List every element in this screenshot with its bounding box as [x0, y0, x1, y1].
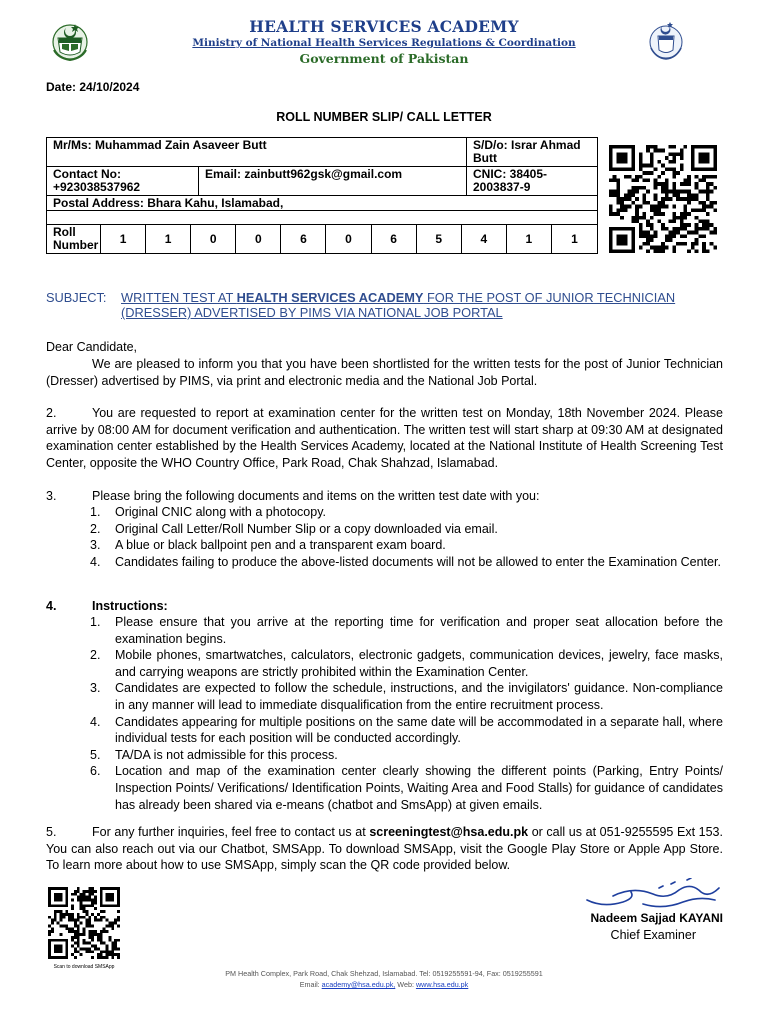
list-item: 4. Candidates failing to produce the above-listed documents will not be allowed to enter the Examination Center. [90, 554, 721, 569]
subject-label: SUBJECT: [46, 290, 107, 305]
list-item: 1. Original CNIC along with a photocopy. [90, 505, 326, 519]
roll-number-label: Roll Number [47, 225, 101, 253]
table-row [47, 138, 597, 167]
government-name: Government of Pakistan [299, 51, 469, 66]
paragraph-4: 4. Instructions: [46, 599, 168, 613]
roll-digit: 1 [146, 225, 191, 253]
qr-caption: Scan to download SMSApp [53, 964, 115, 970]
instructions-list [90, 614, 723, 813]
roll-digit: 0 [191, 225, 236, 253]
candidate-qr-code-icon [609, 145, 717, 253]
roll-digit: 4 [462, 225, 507, 253]
empty-row [47, 211, 597, 224]
footer-email-link[interactable]: academy@hsa.edu.pk, [321, 980, 396, 989]
list-item: 6. Location and map of the examination center clearly showing the different points (Parking, Entry Points/ Inspection Points/ Verifications/ Identification Points, Waiting Area and Food Stalls) for guidance of candidates has already been shared via e-means (chatbot and SmsApp) at given emails. [90, 764, 723, 812]
table-row [47, 225, 597, 253]
roll-digit: 0 [326, 225, 371, 253]
roll-digit: 1 [571, 231, 578, 246]
candidate-address: Postal Address: Bhara Kahu, Islamabad, [53, 196, 284, 210]
roll-digit: 1 [507, 225, 552, 253]
slip-title: ROLL NUMBER SLIP/ CALL LETTER [276, 110, 492, 124]
paragraph-1: We are pleased to inform you that you have been shortlisted for the written tests for the post of Junior Technician (Dresser) advertised by PIMS, via print and electronic media and the National Job Portal. [46, 357, 723, 388]
list-item: 2. Mobile phones, smartwatches, calculators, electronic gadgets, communication devices, jewelry, face masks, and carrying weapons are strictly prohibited within the Examination Center. [90, 648, 723, 679]
salutation: Dear Candidate, [46, 340, 138, 354]
signatory-name: Nadeem Sajjad KAYANI [590, 911, 723, 925]
academy-title: HEALTH SERVICES ACADEMY [249, 17, 519, 36]
table-row [47, 167, 597, 196]
table-row [47, 211, 597, 225]
list-item: 1. Please ensure that you arrive at the reporting time for verification and proper seat allocation before the examination begins. [90, 615, 723, 646]
paragraph-5: 5. For any further inquiries, feel free to contact us at screeningtest@hsa.edu.pk or call us at 051-9255595 Ext 153. You can also reach out via our Chatbot, SMSApp. To download SMSApp, visit the Google Play Store or Apple App Store. To learn more about how to use SMSApp, simply scan the QR code provided below. [46, 825, 723, 873]
smsapp-qr-code-icon [48, 887, 120, 959]
footer-contacts: Email: academy@hsa.edu.pk, Web: www.hsa.edu.pk [299, 980, 469, 989]
candidate-parent: S/D/o: Israr Ahmad Butt [473, 138, 581, 165]
candidate-info-table [46, 137, 598, 254]
list-item: 3. A blue or black ballpoint pen and a transparent exam board. [90, 538, 446, 553]
candidate-name: Mr/Ms: Muhammad Zain Asaveer Butt [47, 138, 467, 166]
paragraph-3: 3. Please bring the following documents and items on the written test date with you: [46, 489, 540, 503]
roll-digit: 6 [372, 225, 417, 253]
roll-digit: 5 [417, 225, 462, 253]
candidate-contact: Contact No: +923038537962 [47, 167, 199, 195]
list-item: 4. Candidates appearing for multiple positions on the same date will be accommodated in a separate hall, where individual tests for each position will be conducted accordingly. [90, 714, 723, 746]
roll-digit: 1 [101, 225, 146, 253]
signature-icon [583, 878, 723, 912]
list-item: 3. Candidates are expected to follow the schedule, instructions, and the invigilators' guidance. Non-compliance in any manner will lead to immediate disqualification from the entire recruitment process. [90, 681, 723, 712]
signatory-title: Chief Examiner [610, 928, 696, 942]
roll-digit: 0 [236, 225, 281, 253]
roll-digit: 6 [281, 225, 326, 253]
subject-text: WRITTEN TEST AT HEALTH SERVICES ACADEMY FOR THE POST OF JUNIOR TECHNICIAN (DRESSER) ADVERTISED BY PIMS VIA NATIONAL JOB PORTAL [121, 290, 676, 320]
table-row [47, 196, 597, 211]
ministry-name: Ministry of National Health Services Regulations & Coordination [192, 37, 576, 49]
footer-address: PM Health Complex, Park Road, Chak Shehzad, Islamabad. Tel: 0519255591-94, Fax: 0519255591 [225, 969, 543, 978]
list-item: 5. TA/DA is not admissible for this process. [90, 747, 338, 762]
candidate-email: Email: zainbutt962gsk@gmail.com [199, 167, 467, 195]
footer-web-link[interactable]: www.hsa.edu.pk [415, 980, 469, 989]
letter-date: Date: 24/10/2024 [46, 80, 140, 94]
list-item: 2. Original Call Letter/Roll Number Slip or a copy downloaded via email. [90, 521, 498, 536]
documents-list [90, 504, 723, 570]
paragraph-2: 2. You are requested to report at examination center for the written test on Monday, 18th November 2024. Please arrive by 08:00 AM for document verification and authentication. The written test will start sharp at 09:30 AM at designated examination center established by the Health Services Academy, located at the National Institute of Health Screening Test Center, opposite the WHO Country Office, Park Road, Chak Shahzad, Islamabad. [46, 406, 723, 470]
candidate-cnic: CNIC: 38405-2003837-9 [473, 167, 548, 194]
